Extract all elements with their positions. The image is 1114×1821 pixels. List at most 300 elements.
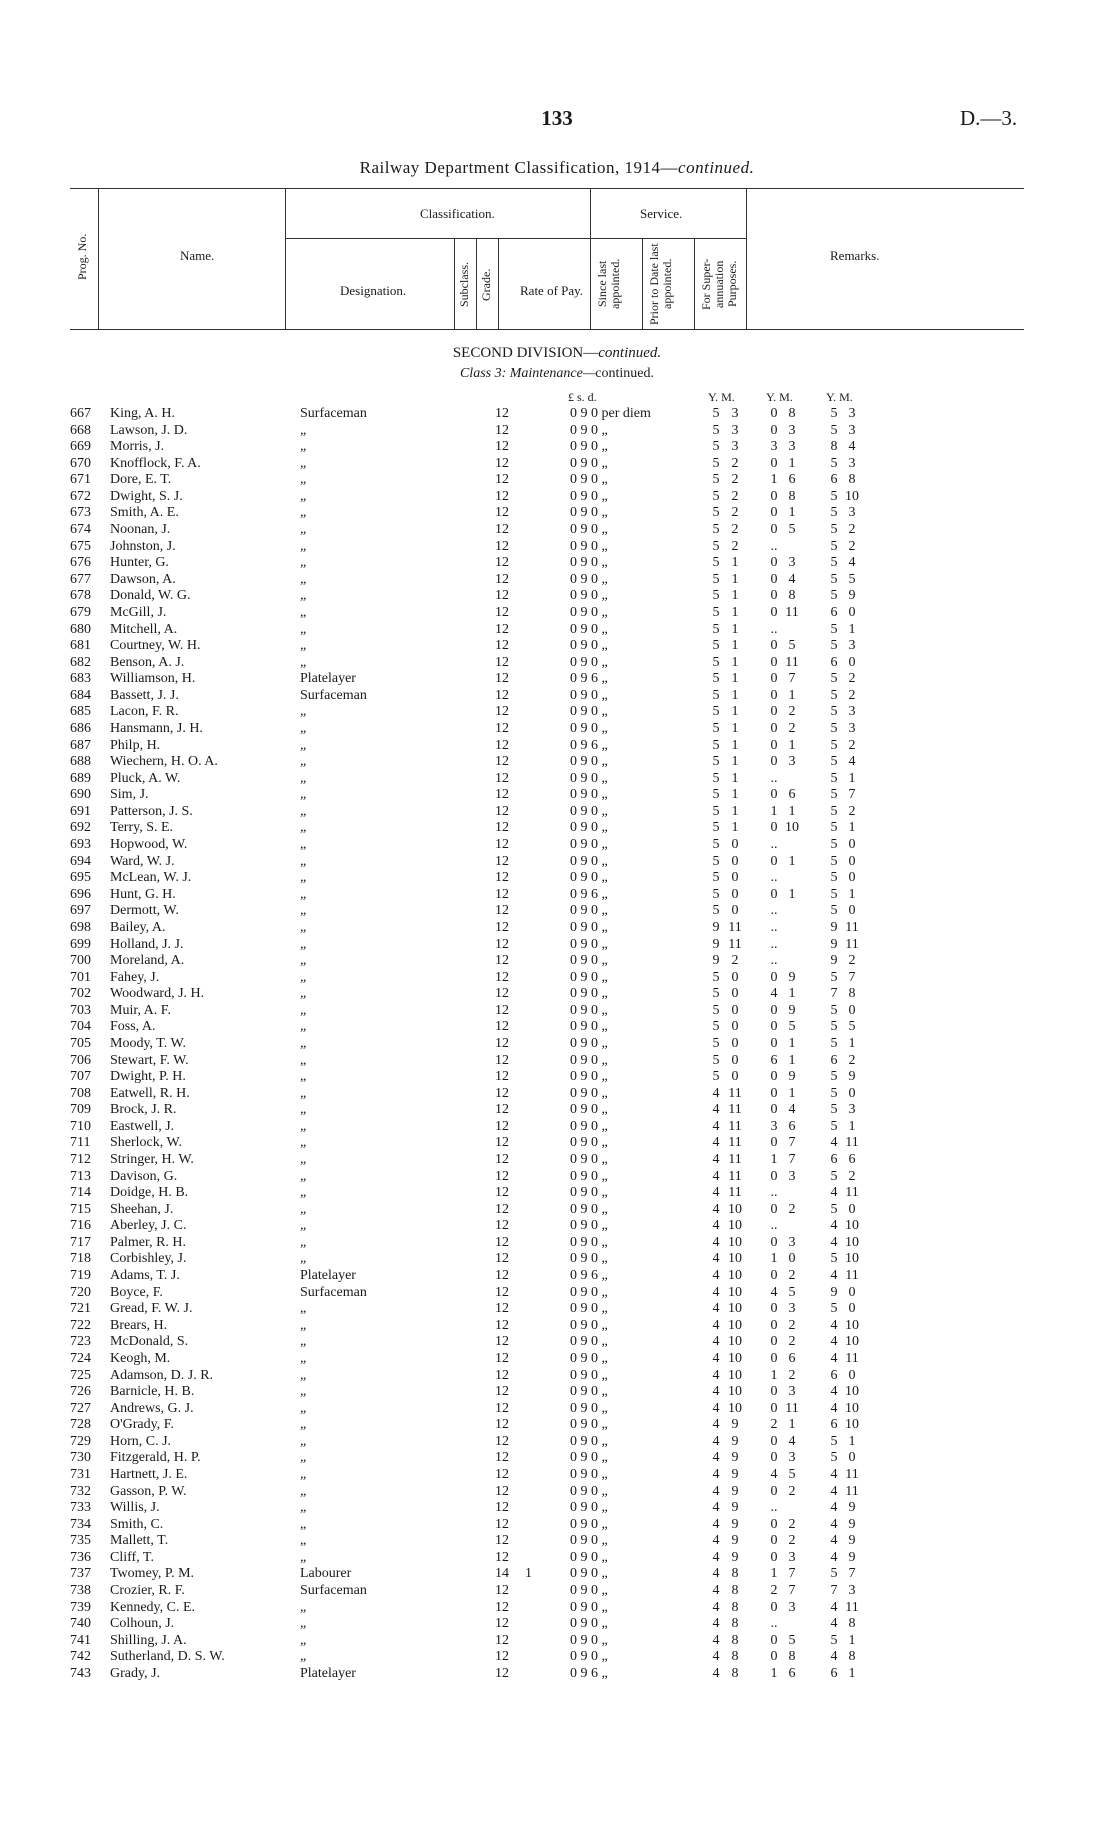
cell-prior-years: 1 — [770, 1251, 778, 1267]
cell-designation: „ — [300, 1201, 307, 1217]
table-row — [0, 1417, 1114, 1434]
cell-prog-no: 722 — [70, 1317, 91, 1333]
cell-prior-months: 11 — [785, 654, 799, 670]
cell-subclass: 12 — [495, 439, 509, 455]
cell-name: Eastwell, J. — [110, 1118, 175, 1134]
cell-prior-years: .. — [770, 1185, 778, 1201]
cell-since-years: 5 — [712, 1002, 720, 1018]
cell-prior-years: 1 — [770, 1665, 778, 1681]
document-reference: D.—3. — [960, 106, 1018, 130]
cell-super-months: 10 — [845, 1317, 859, 1333]
cell-since-years: 5 — [712, 505, 720, 521]
cell-super-years: 5 — [830, 770, 838, 786]
cell-super-months: 0 — [848, 604, 856, 620]
cell-name: Crozier, R. F. — [110, 1583, 185, 1599]
header-rate-of-pay: Rate of Pay. — [520, 283, 584, 298]
cell-prior-months: 9 — [788, 1002, 796, 1018]
cell-subclass: 12 — [495, 787, 509, 803]
cell-rate-of-pay: 0 9 0 „ — [570, 704, 608, 720]
cell-name: Fitzgerald, H. P. — [110, 1450, 201, 1466]
cell-super-years: 5 — [830, 406, 838, 421]
cell-since-years: 5 — [712, 422, 720, 438]
cell-super-years: 5 — [830, 1251, 838, 1267]
cell-name: Donald, W. G. — [110, 588, 191, 604]
cell-designation: „ — [300, 1483, 307, 1499]
cell-name: Smith, A. E. — [110, 505, 179, 521]
cell-since-years: 5 — [712, 1052, 720, 1068]
cell-prog-no: 692 — [70, 820, 91, 836]
cell-since-years: 4 — [712, 1118, 720, 1134]
cell-super-years: 5 — [830, 687, 838, 703]
cell-prior-years: .. — [770, 936, 778, 952]
cell-name: Mallett, T. — [110, 1533, 169, 1549]
cell-super-months: 2 — [848, 1052, 856, 1068]
table-row — [0, 721, 1114, 738]
units-since: Y. M. — [708, 390, 735, 404]
cell-rate-of-pay: 0 9 0 „ — [570, 1135, 608, 1151]
cell-prior-years: 0 — [770, 1334, 778, 1350]
cell-subclass: 12 — [495, 1251, 509, 1267]
cell-rate-of-pay: 0 9 0 „ — [570, 720, 608, 736]
cell-prior-months: 1 — [788, 1052, 796, 1068]
cell-subclass: 12 — [495, 1085, 509, 1101]
cell-prog-no: 694 — [70, 853, 91, 869]
cell-super-years: 5 — [830, 1168, 838, 1184]
cell-super-months: 7 — [848, 787, 856, 803]
cell-grade: 1 — [525, 1566, 532, 1582]
cell-super-years: 4 — [830, 1334, 838, 1350]
cell-designation: „ — [300, 538, 307, 554]
cell-rate-of-pay: 0 9 0 „ — [570, 919, 608, 935]
units-super: Y. M. — [826, 390, 853, 404]
cell-prior-years: 0 — [770, 853, 778, 869]
cell-since-months: 0 — [731, 1019, 739, 1035]
cell-designation: „ — [300, 704, 307, 720]
cell-rate-of-pay: 0 9 0 „ — [570, 1317, 608, 1333]
cell-since-years: 5 — [712, 654, 720, 670]
cell-since-months: 1 — [731, 604, 739, 620]
page-title — [0, 158, 1114, 178]
cell-prog-no: 699 — [70, 936, 91, 952]
cell-since-months: 11 — [728, 1168, 742, 1184]
table-row — [0, 1351, 1114, 1368]
cell-name: Gasson, P. W. — [110, 1483, 187, 1499]
cell-since-months: 2 — [731, 505, 739, 521]
cell-super-years: 4 — [830, 1549, 838, 1565]
cell-super-years: 8 — [830, 439, 838, 455]
cell-prog-no: 708 — [70, 1085, 91, 1101]
cell-designation: Surfaceman — [300, 1583, 367, 1599]
cell-since-years: 4 — [712, 1583, 720, 1599]
cell-name: Grady, J. — [110, 1665, 161, 1681]
cell-subclass: 12 — [495, 737, 509, 753]
cell-since-months: 0 — [731, 1069, 739, 1085]
cell-since-months: 10 — [728, 1201, 742, 1217]
cell-subclass: 12 — [495, 1052, 509, 1068]
cell-name: Dwight, S. J. — [110, 488, 183, 504]
cell-super-years: 4 — [830, 1616, 838, 1632]
cell-prior-years: 0 — [770, 1069, 778, 1085]
cell-name: Lawson, J. D. — [110, 422, 188, 438]
cell-prior-months: 3 — [788, 1301, 796, 1317]
cell-rate-of-pay: 0 9 0 „ — [570, 953, 608, 969]
cell-subclass: 12 — [495, 1665, 509, 1681]
cell-super-years: 6 — [830, 1367, 838, 1383]
cell-since-years: 5 — [712, 488, 720, 504]
cell-designation: „ — [300, 919, 307, 935]
cell-name: Hunt, G. H. — [110, 886, 176, 902]
cell-designation: Surfaceman — [300, 406, 367, 421]
cell-name: Kennedy, C. E. — [110, 1599, 196, 1615]
cell-designation: „ — [300, 870, 307, 886]
cell-prior-years: .. — [770, 770, 778, 786]
cell-subclass: 12 — [495, 919, 509, 935]
cell-prior-months: 3 — [788, 1549, 796, 1565]
cell-rate-of-pay: 0 9 0 „ — [570, 1417, 608, 1433]
cell-since-years: 4 — [712, 1516, 720, 1532]
cell-super-months: 0 — [848, 1450, 856, 1466]
cell-super-years: 5 — [830, 754, 838, 770]
cell-prior-months: 11 — [785, 1400, 799, 1416]
cell-rate-of-pay: 0 9 0 „ — [570, 422, 608, 438]
table-row — [0, 1185, 1114, 1202]
cell-super-years: 4 — [830, 1317, 838, 1333]
cell-prog-no: 682 — [70, 654, 91, 670]
cell-since-years: 4 — [712, 1334, 720, 1350]
cell-designation: „ — [300, 787, 307, 803]
cell-prior-months: 2 — [788, 1334, 796, 1350]
cell-name: Colhoun, J. — [110, 1616, 175, 1632]
cell-prior-years: 0 — [770, 687, 778, 703]
cell-rate-of-pay: 0 9 0 „ — [570, 870, 608, 886]
cell-prior-months: 1 — [788, 687, 796, 703]
cell-name: Brock, J. R. — [110, 1102, 177, 1118]
cell-subclass: 12 — [495, 1583, 509, 1599]
cell-designation: „ — [300, 1135, 307, 1151]
cell-since-years: 4 — [712, 1500, 720, 1516]
cell-subclass: 12 — [495, 853, 509, 869]
cell-since-years: 5 — [712, 754, 720, 770]
cell-prior-years: 0 — [770, 1035, 778, 1051]
cell-name: Knofflock, F. A. — [110, 455, 201, 471]
cell-prog-no: 705 — [70, 1035, 91, 1051]
cell-super-years: 9 — [830, 919, 838, 935]
cell-since-years: 5 — [712, 406, 720, 421]
header-remarks: Remarks. — [830, 248, 880, 263]
cell-rate-of-pay: 0 9 0 „ — [570, 1384, 608, 1400]
cell-super-months: 3 — [848, 1583, 856, 1599]
cell-super-months: 11 — [845, 1467, 859, 1482]
cell-rate-of-pay: 0 9 6 „ — [570, 671, 608, 687]
cell-designation: „ — [300, 1417, 307, 1433]
cell-super-months: 11 — [845, 919, 859, 935]
cell-since-months: 1 — [731, 737, 739, 753]
cell-prior-years: 0 — [770, 555, 778, 571]
cell-prior-months: 7 — [788, 1583, 796, 1599]
cell-rate-of-pay: 0 9 0 „ — [570, 522, 608, 538]
cell-super-years: 9 — [830, 936, 838, 952]
cell-prior-years: 0 — [770, 604, 778, 620]
cell-name: Mitchell, A. — [110, 621, 178, 637]
header-since-last: Since last appointed. — [595, 258, 622, 310]
cell-super-months: 2 — [848, 1168, 856, 1184]
cell-name: Johnston, J. — [110, 538, 176, 554]
cell-name: Hansmann, J. H. — [110, 720, 203, 736]
cell-since-years: 4 — [712, 1616, 720, 1632]
cell-prior-years: 6 — [770, 1052, 778, 1068]
cell-since-years: 5 — [712, 986, 720, 1002]
cell-since-months: 11 — [728, 1152, 742, 1168]
cell-prog-no: 695 — [70, 870, 91, 886]
cell-designation: „ — [300, 1069, 307, 1085]
cell-prior-months: 1 — [788, 1035, 796, 1051]
cell-prior-years: .. — [770, 837, 778, 853]
table-row — [0, 1334, 1114, 1351]
cell-designation: „ — [300, 1035, 307, 1051]
cell-super-months: 6 — [848, 1152, 856, 1168]
cell-prior-months: 6 — [788, 1350, 796, 1366]
cell-prior-months: 1 — [788, 1417, 796, 1433]
title-main: Railway Department Classification, 1914— — [359, 158, 679, 177]
cell-prog-no: 704 — [70, 1019, 91, 1035]
cell-prior-months: 4 — [788, 1102, 796, 1118]
cell-prior-years: 0 — [770, 1433, 778, 1449]
cell-since-months: 1 — [731, 803, 739, 819]
cell-prog-no: 710 — [70, 1118, 91, 1134]
cell-designation: „ — [300, 936, 307, 952]
cell-subclass: 12 — [495, 837, 509, 853]
cell-name: Palmer, R. H. — [110, 1234, 187, 1250]
cell-since-months: 1 — [731, 621, 739, 637]
cell-since-months: 1 — [731, 555, 739, 571]
cell-since-months: 10 — [728, 1301, 742, 1317]
cell-prior-years: .. — [770, 1500, 778, 1516]
cell-prior-months: 3 — [788, 439, 796, 455]
cell-prior-years: 0 — [770, 1201, 778, 1217]
cell-rate-of-pay: 0 9 0 „ — [570, 837, 608, 853]
cell-super-months: 0 — [848, 870, 856, 886]
cell-designation: „ — [300, 1533, 307, 1549]
cell-subclass: 12 — [495, 1069, 509, 1085]
table-row — [0, 937, 1114, 954]
cell-super-months: 3 — [848, 1102, 856, 1118]
units-prior: Y. M. — [766, 390, 793, 404]
cell-super-years: 6 — [830, 1417, 838, 1433]
cell-rate-of-pay: 0 9 0 „ — [570, 1500, 608, 1516]
cell-designation: Platelayer — [300, 1665, 356, 1681]
cell-super-months: 2 — [848, 538, 856, 554]
cell-name: Davison, G. — [110, 1168, 178, 1184]
cell-since-years: 9 — [712, 936, 720, 952]
cell-name: Keogh, M. — [110, 1350, 171, 1366]
cell-prior-years: 4 — [770, 986, 778, 1002]
cell-super-years: 5 — [830, 1118, 838, 1134]
cell-subclass: 12 — [495, 704, 509, 720]
cell-name: Muir, A. F. — [110, 1002, 171, 1018]
cell-since-months: 2 — [731, 488, 739, 504]
cell-prog-no: 698 — [70, 919, 91, 935]
header-prior-to: Prior to Date last appointed. — [647, 243, 674, 325]
cell-designation: „ — [300, 886, 307, 902]
cell-designation: „ — [300, 1632, 307, 1648]
table-row — [0, 1600, 1114, 1617]
header-prog-no: Prog. No. — [75, 233, 89, 281]
cell-rate-of-pay: 0 9 0 „ — [570, 1102, 608, 1118]
table-row — [0, 970, 1114, 987]
cell-rate-of-pay: 0 9 0 „ — [570, 1616, 608, 1632]
cell-rate-of-pay: 0 9 0 „ — [570, 1234, 608, 1250]
cell-prog-no: 693 — [70, 837, 91, 853]
cell-since-months: 8 — [731, 1632, 739, 1648]
cell-since-months: 1 — [731, 787, 739, 803]
cell-rate-of-pay: 0 9 0 „ — [570, 1483, 608, 1499]
cell-prog-no: 720 — [70, 1284, 91, 1300]
cell-prog-no: 691 — [70, 803, 91, 819]
cell-name: McGill, J. — [110, 604, 167, 620]
cell-subclass: 12 — [495, 1201, 509, 1217]
cell-super-years: 4 — [830, 1533, 838, 1549]
cell-prior-years: .. — [770, 919, 778, 935]
cell-designation: „ — [300, 1301, 307, 1317]
cell-prior-years: 0 — [770, 1384, 778, 1400]
cell-super-months: 3 — [848, 406, 856, 421]
cell-super-months: 1 — [848, 1632, 856, 1648]
cell-super-months: 7 — [848, 969, 856, 985]
cell-since-months: 8 — [731, 1665, 739, 1681]
cell-prog-no: 741 — [70, 1632, 91, 1648]
cell-name: King, A. H. — [110, 406, 175, 421]
cell-super-years: 4 — [830, 1234, 838, 1250]
cell-super-months: 10 — [845, 1218, 859, 1234]
cell-prior-years: 4 — [770, 1284, 778, 1300]
cell-super-months: 10 — [845, 1334, 859, 1350]
table-row — [0, 522, 1114, 539]
cell-prog-no: 739 — [70, 1599, 91, 1615]
cell-subclass: 12 — [495, 803, 509, 819]
cell-prior-years: 0 — [770, 1350, 778, 1366]
cell-super-years: 6 — [830, 1052, 838, 1068]
cell-super-months: 2 — [848, 737, 856, 753]
cell-prior-years: .. — [770, 953, 778, 969]
cell-prior-years: 0 — [770, 969, 778, 985]
cell-prog-no: 724 — [70, 1350, 91, 1366]
cell-designation: „ — [300, 770, 307, 786]
cell-designation: „ — [300, 953, 307, 969]
cell-prog-no: 706 — [70, 1052, 91, 1068]
cell-prog-no: 702 — [70, 986, 91, 1002]
cell-name: Dermott, W. — [110, 903, 179, 919]
cell-since-months: 11 — [728, 1118, 742, 1134]
cell-prog-no: 688 — [70, 754, 91, 770]
cell-since-years: 5 — [712, 588, 720, 604]
table-row — [0, 472, 1114, 489]
cell-subclass: 12 — [495, 555, 509, 571]
cell-rate-of-pay: 0 9 0 „ — [570, 1533, 608, 1549]
table-row — [0, 870, 1114, 887]
table-row — [0, 1069, 1114, 1086]
cell-rate-of-pay: 0 9 0 „ — [570, 1516, 608, 1532]
table-row — [0, 1517, 1114, 1534]
cell-prior-months: 7 — [788, 1152, 796, 1168]
cell-subclass: 12 — [495, 1152, 509, 1168]
cell-since-years: 4 — [712, 1417, 720, 1433]
cell-since-years: 5 — [712, 571, 720, 587]
cell-prog-no: 674 — [70, 522, 91, 538]
cell-designation: „ — [300, 903, 307, 919]
cell-since-months: 11 — [728, 1135, 742, 1151]
cell-subclass: 12 — [495, 1135, 509, 1151]
cell-name: Williamson, H. — [110, 671, 196, 687]
cell-since-years: 5 — [712, 787, 720, 803]
cell-subclass: 12 — [495, 1185, 509, 1201]
cell-prog-no: 712 — [70, 1152, 91, 1168]
cell-subclass: 12 — [495, 770, 509, 786]
table-row — [0, 1251, 1114, 1268]
cell-since-months: 1 — [731, 571, 739, 587]
cell-subclass: 12 — [495, 1284, 509, 1300]
cell-super-years: 4 — [830, 1268, 838, 1284]
cell-prior-months: 8 — [788, 406, 796, 421]
cell-since-months: 9 — [731, 1533, 739, 1549]
cell-super-years: 4 — [830, 1218, 838, 1234]
cell-since-years: 4 — [712, 1201, 720, 1217]
cell-name: Stewart, F. W. — [110, 1052, 189, 1068]
cell-rate-of-pay: 0 9 0 „ — [570, 1019, 608, 1035]
cell-name: Moody, T. W. — [110, 1035, 186, 1051]
cell-subclass: 12 — [495, 1632, 509, 1648]
cell-since-months: 10 — [728, 1367, 742, 1383]
cell-prior-months: 6 — [788, 1665, 796, 1681]
cell-subclass: 12 — [495, 522, 509, 538]
table-row — [0, 1003, 1114, 1020]
cell-prog-no: 669 — [70, 439, 91, 455]
cell-prior-months: 6 — [788, 1118, 796, 1134]
cell-rate-of-pay: 0 9 0 „ — [570, 1467, 608, 1482]
cell-prog-no: 732 — [70, 1483, 91, 1499]
cell-subclass: 12 — [495, 1649, 509, 1665]
cell-since-years: 5 — [712, 621, 720, 637]
cell-designation: „ — [300, 439, 307, 455]
cell-rate-of-pay: 0 9 0 „ — [570, 903, 608, 919]
cell-name: Terry, S. E. — [110, 820, 174, 836]
class-label: Class 3: Maintenance— — [459, 366, 596, 381]
cell-super-years: 5 — [830, 1019, 838, 1035]
table-row — [0, 1666, 1114, 1683]
cell-designation: „ — [300, 1599, 307, 1615]
cell-prior-years: 0 — [770, 720, 778, 736]
cell-since-months: 3 — [731, 422, 739, 438]
cell-super-months: 2 — [848, 803, 856, 819]
cell-since-months: 1 — [731, 671, 739, 687]
cell-name: Boyce, F. — [110, 1284, 163, 1300]
cell-rate-of-pay: 0 9 0 „ — [570, 439, 608, 455]
cell-prog-no: 689 — [70, 770, 91, 786]
cell-super-years: 5 — [830, 787, 838, 803]
cell-prior-months: 1 — [788, 455, 796, 471]
cell-prior-years: 1 — [770, 1152, 778, 1168]
cell-subclass: 12 — [495, 505, 509, 521]
cell-name: Ward, W. J. — [110, 853, 175, 869]
cell-super-months: 11 — [845, 1350, 859, 1366]
cell-since-months: 1 — [731, 754, 739, 770]
cell-super-months: 2 — [848, 687, 856, 703]
cell-designation: „ — [300, 455, 307, 471]
cell-prog-no: 676 — [70, 555, 91, 571]
cell-rate-of-pay: 0 9 0 „ — [570, 754, 608, 770]
cell-designation: „ — [300, 720, 307, 736]
cell-since-months: 2 — [731, 953, 739, 969]
cell-prior-months: 5 — [788, 1467, 796, 1482]
